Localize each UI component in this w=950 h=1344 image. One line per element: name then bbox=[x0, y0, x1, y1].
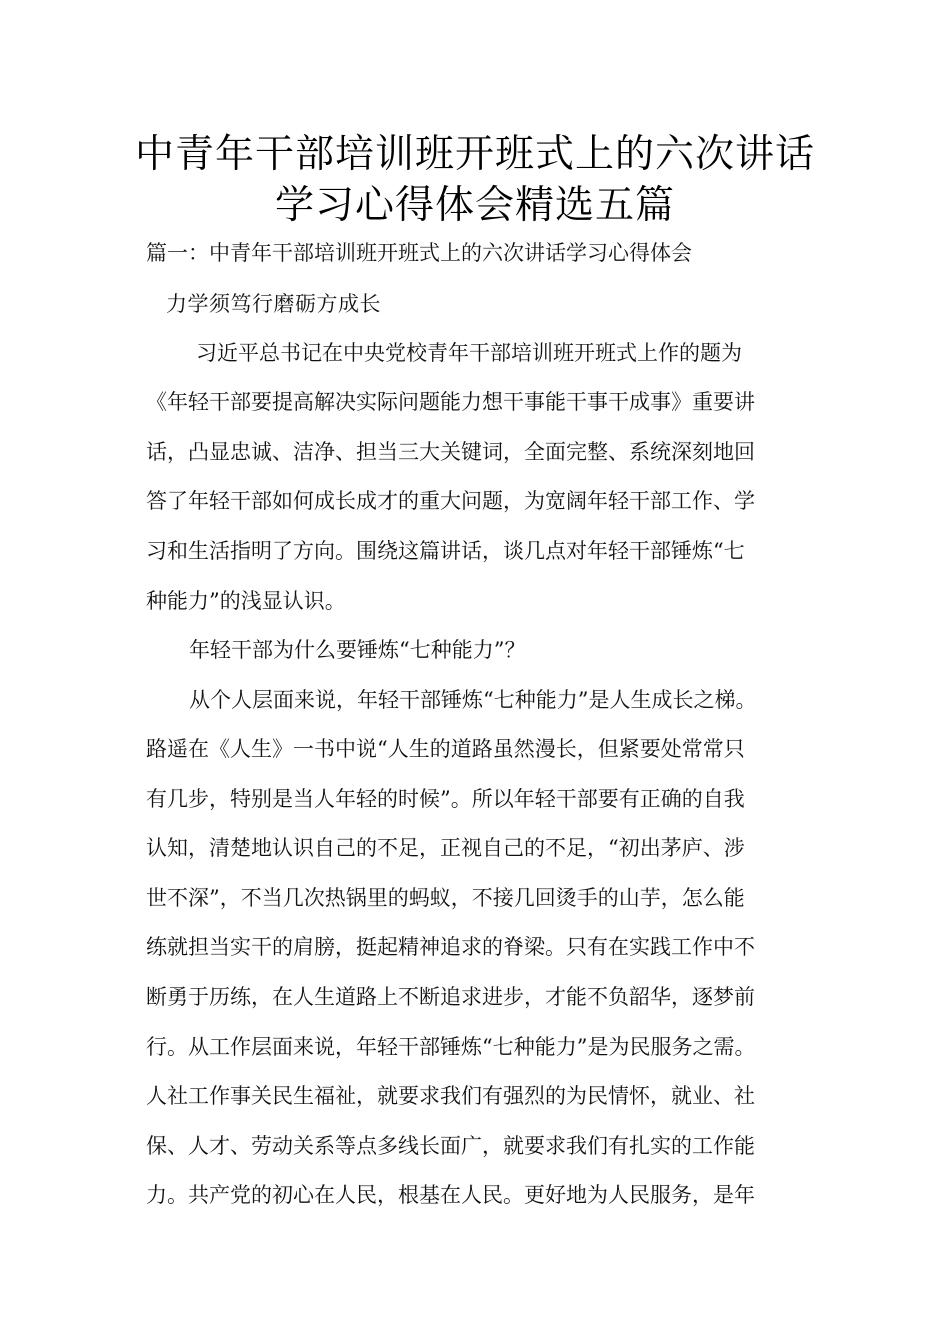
paragraph-line: 人社工作事关民生福祉，就要求我们有强烈的为民情怀，就业、社 bbox=[146, 1084, 755, 1108]
paragraph-line: 世不深”，不当几次热锅里的蚂蚁，不接几回烫手的山芋，怎么能 bbox=[146, 886, 745, 910]
section-subtitle: 力学须笃行磨砺方成长 bbox=[166, 292, 381, 316]
paragraph-line: 力。共产党的初心在人民，根基在人民。更好地为人民服务，是年 bbox=[146, 1183, 755, 1207]
paragraph-line: 有几步，特别是当人年轻的时候”。所以年轻干部要有正确的自我 bbox=[146, 787, 745, 811]
document-title-line-1: 中青年干部培训班开班式上的六次讲话 bbox=[134, 132, 815, 177]
paragraph-line: 答了年轻干部如何成长成才的重大问题，为宽阔年轻干部工作、学 bbox=[146, 489, 755, 513]
paragraph-line: 习近平总书记在中央党校青年干部培训班开班式上作的题为 bbox=[196, 341, 742, 365]
paragraph-line: 练就担当实干的肩膀，挺起精神追求的脊梁。只有在实践工作中不 bbox=[146, 935, 755, 959]
question-heading: 年轻干部为什么要锤炼“七种能力”？ bbox=[189, 638, 526, 662]
paragraph-line: 路遥在《人生》一书中说“人生的道路虽然漫长，但紧要处常常只 bbox=[146, 737, 745, 761]
document-title-line-2: 学习心得体会精选五篇 bbox=[274, 183, 675, 228]
paragraph-line: 话，凸显忠诚、洁净、担当三大关键词，全面完整、系统深刻地回 bbox=[146, 440, 755, 464]
paragraph-line: 断勇于历练，在人生道路上不断追求进步，才能不负韶华，逐梦前 bbox=[146, 985, 755, 1009]
paragraph-line: 习和生活指明了方向。围绕这篇讲话，谈几点对年轻干部锤炼“七 bbox=[146, 539, 745, 563]
paragraph-line: 《年轻干部要提高解决实际问题能力想干事能干事干成事》重要讲 bbox=[146, 390, 755, 414]
paragraph-line: 保、人才、劳动关系等点多线长面广，就要求我们有扎实的工作能 bbox=[146, 1134, 755, 1158]
paragraph-line: 种能力”的浅显认识。 bbox=[146, 589, 346, 613]
paragraph-line: 从个人层面来说，年轻干部锤炼“七种能力”是人生成长之梯。 bbox=[189, 688, 757, 712]
paragraph-line: 认知，清楚地认识自己的不足，正视自己的不足，“初出茅庐、涉 bbox=[146, 836, 745, 860]
section-heading: 篇一：中青年干部培训班开班式上的六次讲话学习心得体会 bbox=[146, 241, 692, 265]
paragraph-line: 行。从工作层面来说，年轻干部锤炼“七种能力”是为民服务之需。 bbox=[146, 1035, 756, 1059]
